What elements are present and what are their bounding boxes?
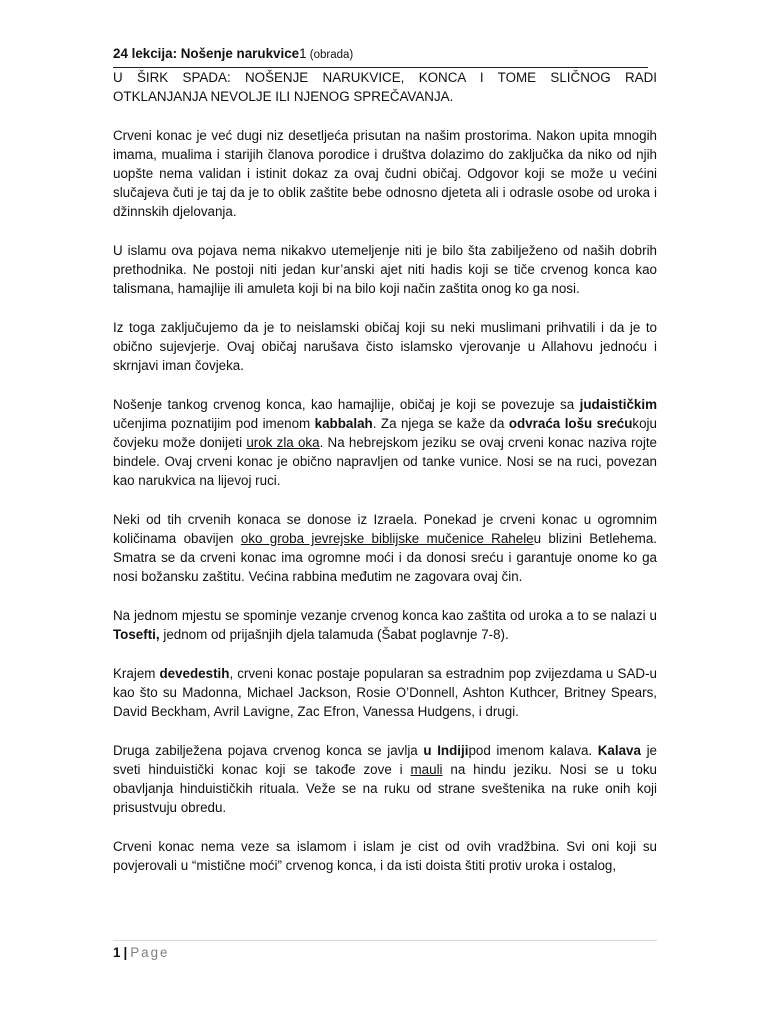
section-heading: U ŠIRK SPADA: NOŠENJE NARUKVICE, KONCA I TOME SLIČNOG RADI OTKLANJANJA NEVOLJE ILI NJENOG SPREČAVANJA. [113, 70, 657, 104]
lesson-title-number: 1 [299, 46, 307, 61]
p4-text-2: učenjima poznatijim pod imenom [113, 416, 315, 431]
p4-text-4: koju čovjeku može donijeti [113, 416, 657, 450]
p6-bold-tosefta: Tosefti, [113, 627, 160, 642]
p4-bold-judaistic: judaističkim [579, 397, 657, 412]
p6-text-1: Na jednom mjestu se spominje vezanje crvenog konca kao zaštita od uroka a to se nalazi u [113, 608, 657, 623]
paragraph-7 [113, 664, 657, 721]
p8-underline-mauli: mauli [410, 762, 443, 777]
p8-text-1: Druga zabilježena pojava crvenog konca se javlja [113, 743, 424, 758]
lesson-title-note: (obrada) [306, 49, 354, 61]
p8-text-3: je sveti hinduistički konac koji se takođe zove i [113, 743, 657, 777]
p8-text-2: pod imenom kalava. [468, 743, 598, 758]
paragraph-3: Iz toga zaključujemo da je to neislamski običaj koji su neki muslimani prihvatili i da je to obično sujevjerje. Ovaj običaj narušava čisto islamsko vjerovanje u Allahovu jednoću i skrnjavi iman čovjeka. [113, 320, 657, 373]
p4-text-3: . Za njega se kaže da [372, 416, 509, 431]
p7-bold-nineties: devedestih [159, 666, 230, 681]
paragraph-9: Crveni konac nema veze sa islamom i islam je cist od ovih vradžbina. Svi oni koji su povjerovali u “mistične moći” crvenog konca, i da isti doista štiti protiv uroka i ostalog, [113, 839, 657, 873]
document-page [113, 44, 657, 875]
p4-underline-evil-eye: urok zla oka [246, 435, 320, 450]
p8-bold-kalava: Kalava [597, 743, 641, 758]
paragraph-2: U islamu ova pojava nema nikakvo utemeljenje niti je bilo šta zabilježeno od naših dobrih prethodnika. Ne postoji niti jedan kur’anski ajet niti hadis koji se tiče crvenog konca kao talismana, hamajlije ili amuleta koji bi na bilo koji način zaštita onog ko ga nosi. [113, 243, 657, 296]
p8-text-4: na hindu jeziku. Nosi se u toku obavljanja hinduističkih rituala. Veže se na ruku od strane sveštenika na ruke onih koji prisustvuju obredu. [113, 762, 657, 815]
p4-text-5: . Na hebrejskom jeziku se ovaj crveni konac naziva rojte bindele. Ovaj crveni konac je obično napravljen od tanke vunice. Nosi se na ruci, povezan kao narukvica na lijevoj ruci. [113, 435, 657, 488]
p5-text-1: Neki od tih crvenih konaca se donose iz Izraela. Ponekad je crveni konac u ogromnim količinama obavijen [113, 512, 657, 546]
p6-text-2: jednom od prijašnjih djela talamuda (Šabat poglavnje 7-8). [159, 627, 509, 642]
page-footer [113, 940, 657, 962]
paragraph-4 [113, 395, 657, 490]
page-label: Page [130, 945, 170, 960]
lesson-title [113, 44, 657, 65]
p8-bold-india: u Indiji [423, 743, 469, 758]
p7-text-1: Krajem [113, 666, 160, 681]
paragraph-6 [113, 606, 657, 644]
p5-underline-rachel-tomb: oko groba jevrejske biblijske mučenice Rahele [240, 531, 534, 546]
paragraph-5 [113, 510, 657, 586]
paragraph-8 [113, 741, 657, 817]
lesson-title-text: 24 lekcija: Nošenje narukvice [113, 46, 300, 61]
p4-text-1: Nošenje tankog crvenog konca, kao hamajlije, običaj je koji se povezuje sa [113, 397, 580, 412]
paragraph-1: Crveni konac je već dugi niz desetljeća prisutan na našim prostorima. Nakon upita mnogih imama, mualima i starijih članova porodice i društva dolazimo do zaključka da niko od njih uopšte nema validan i istinit dokaz za ovaj čudni običaj. Odgovor koji se može u većini slučajeva čuti je taj da je to oblik zaštite bebe odnosno djeteta ali i odrasle osobe od uroka i džinnskih djelovanja. [113, 128, 657, 219]
p5-text-2: u blizini Betlehema. Smatra se da crveni konac ima ogromne moći i da donosi sreću i garantuje onome ko ga nosi božansku zaštitu. Većina rabbina međutim ne zagovara ovaj čin. [113, 531, 657, 584]
p7-text-2: , crveni konac postaje popularan sa estradnim pop zvijezdama u SAD-u kao što su Madonna, Michael Jackson, Rosie O’Donnell, Ashton Kuthcer, Britney Spears, David Beckham, Avril Lavigne, Zac Efron, Vanessa Hudgens, i drugi. [113, 666, 657, 719]
page-separator: | [123, 945, 128, 960]
p4-bold-bad-luck: odvraća lošu sreću [508, 416, 633, 431]
p4-bold-kabbalah: kabbalah [314, 416, 373, 431]
page-number: 1 [113, 945, 121, 960]
